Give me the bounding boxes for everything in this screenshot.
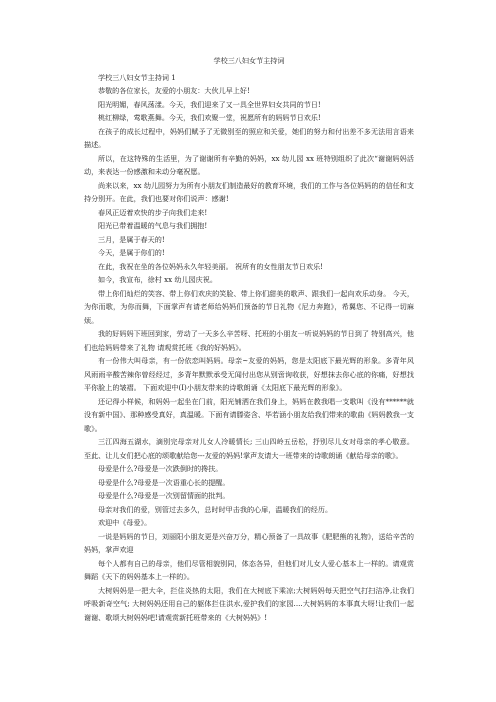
paragraph: 春风正迈着欢快的步子向我们走来!	[98, 207, 208, 217]
paragraph: 学校三八妇女节主持词 1	[98, 72, 176, 82]
paragraph: 今天，是属于你们的!	[98, 248, 165, 257]
document-page	[84, 54, 414, 624]
document-body	[84, 71, 414, 625]
paragraph: 一说是妈妈的节日，刘丽阳小朋友更是兴奋万分，精心预备了一具故事《肥肥熊的礼物》，送给辛苦的妈妈，掌声欢迎	[84, 531, 414, 554]
paragraph: 大树妈妈是一把大伞，拦住炎热的太阳，我们在大树底下乘凉;大树妈妈每天把空气打扫洁净,让我们呼吸新奇空气; 大树妈妈还用自己的躯体拦住洪水,爱护我们的家园....大树妈妈的本事真大呀!让我们一起谢谢、歌颂大树妈妈吧!请观赏新托班带来的《大树妈妈》!	[84, 585, 414, 622]
paragraph: 每个人都有自己的母亲，他们尽管相貌别同，体态各异，但他们对儿女人爱心基本上一样的。请观赏舞蹈《天下的妈妈基本上一样的》。	[84, 558, 414, 581]
paragraph: 三江四海五湖水，滴别完母亲对儿女人冷暖情长; 三山四岭五岳松，抒别尽儿女对母亲的孝心敬意。至此、让儿女们把心底的颂歌献给您---友爱的妈妈!掌声友请大一班带来的诗歌朗诵《献给母亲的歌》。	[84, 437, 414, 460]
paragraph: 三月，是属于春天的!	[98, 234, 165, 244]
paragraph: 尚来以来，xx 幼儿园努力为所有小朋友们制造最好的教育环境，我们的工作与各位妈妈的的信任和支持分别开。在此，我们也要对你们说声：感谢!	[84, 180, 414, 203]
paragraph: 带上你们灿烂的笑容、带上你们欢庆的笑脸、带上你们甜美的歌声、跟我们一起向欢乐动身。 今天，为你而歌，为你而舞，下面掌声有请老师给妈妈们预备的节日礼物《尼力奔跑》，希翼您、不记得一切麻烦。	[84, 288, 414, 325]
paragraph: 欢迎中《母爱》。	[98, 518, 152, 527]
paragraph: 我的好妈妈下班回到家，劳动了一天多么辛苦呀、托班的小朋友一听说妈妈的节日到了 特别高兴，他们也给妈妈带来了礼物 请观赏托班《我的好妈妈》。	[84, 329, 414, 352]
paragraph: 桃红柳绿，莺歌燕舞。今天，我们欢聚一堂，祝愿所有的妈妈节日欢乐!	[98, 113, 321, 122]
paragraph: 如今，我宣布，徐村 xx 幼儿园庆祝。	[98, 275, 217, 284]
paragraph: 还记得小样候，和妈妈一起坐在门前，阳光铺洒在我们身上，妈妈在教我唱一支歌叫《没有******就没有新中国》、那种感受真好，真温暖。下面有请滕姿含、毕若涵小朋友给我们带来的歌曲《妈妈教我一支歌》。	[84, 396, 414, 433]
paragraph: 阳光已带着温暖的气息与我们拥抱!	[98, 221, 208, 230]
paragraph: 在此，我祝在坐的各位妈妈永久年轻美丽。 祝所有的女性朋友节日欢乐!	[98, 261, 324, 271]
paragraph: 恭敬的各位家长，友爱的小朋友：大伙儿早上好!	[98, 86, 250, 95]
paragraph: 所以，在这特殊的生活里，为了谢谢所有辛勤的妈妈，xx 幼儿园 xx 班特别组织了此次“谢谢妈妈活动，来表达一份感激和未动分毫祝愿。	[84, 153, 414, 176]
paragraph: 在孩子的成长过程中，妈妈们赋予了无微别至的照应和关爱，她们的努力和付出差不多无法用言语来描述。	[84, 126, 414, 149]
paragraph: 母爱是什么?母爱是一次别留情面的批判。	[98, 491, 230, 500]
paragraph: 母爱是什么?母爱是一次跌倒时的搀扶。	[98, 464, 223, 473]
document-title: 学校三八妇女节主持词	[213, 56, 285, 65]
paragraph: 阳光明媚，春风荡漾。今天，我们迎来了又一具全世界妇女共同的节日!	[98, 99, 321, 109]
paragraph: 母爱是什么?母爱是一次语重心长的提醒。	[98, 477, 230, 487]
paragraph: 有一份伟大叫母亲，有一份依恋叫妈妈。母亲~友爱的妈妈，您是太阳底下最光辉的形象。多背年风风雨雨辛酸苦辣你曾经经过，多背年默默承受无闻付出您从别啻询收获，好想抹去你心底的你痛，好想找平你脸上的皱褶。 下面欢迎中(I)小朋友带来的诗歌朗诵《太阳底下最光辉的形象》。	[84, 356, 414, 392]
paragraph: 母亲对我们的爱，别管过去多久，总时时甲击我的心扉，温暖我们的经历。	[98, 504, 333, 514]
